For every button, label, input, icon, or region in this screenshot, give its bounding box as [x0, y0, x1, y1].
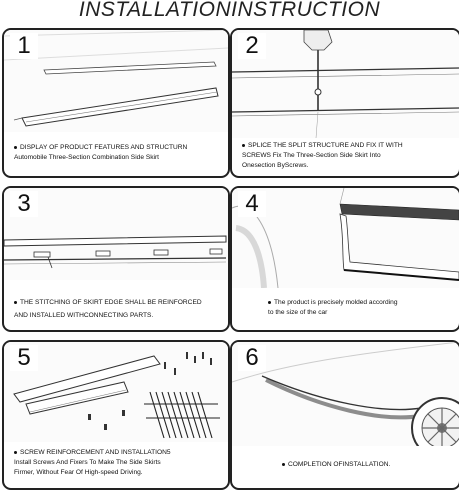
step-1-panel	[2, 28, 230, 178]
bullet-icon	[14, 146, 17, 149]
step-5-caption: SCREW REINFORCEMENT AND INSTALLATION5 Install Screws And Fixers To Make The Side Skirts Firmer, Without Fear Of High-speed Driving.	[14, 449, 171, 476]
bullet-icon	[282, 463, 285, 466]
step-3-caption: THE STITCHING OF SKIRT EDGE SHALL BE REINFORCED AND INSTALLED WITHCONNECTING PARTS.	[14, 299, 202, 319]
step-3-panel	[2, 186, 230, 332]
bullet-icon	[14, 451, 17, 454]
bullet-icon	[268, 301, 271, 304]
page-title: INSTALLATIONINSTRUCTION	[78, 0, 381, 21]
step-6-number: 6	[238, 345, 266, 371]
step-4-panel	[230, 186, 459, 332]
step-5-panel	[2, 340, 230, 490]
step-4-caption: The product is precisely molded according to the size of the car	[268, 299, 398, 316]
step-2-panel	[230, 28, 459, 178]
bullet-icon	[14, 301, 17, 304]
step-2-number: 2	[238, 33, 266, 59]
step-1-number: 1	[10, 33, 38, 59]
step-5-number: 5	[10, 345, 38, 371]
step-6-caption: COMPLETION OFINSTALLATION.	[282, 460, 451, 470]
bullet-icon	[242, 144, 245, 147]
step-1-caption: DISPLAY OF PRODUCT FEATURES AND STRUCTURN Automobile Three-Section Combination Side Skirt	[14, 144, 188, 161]
step-6-illustration	[232, 342, 459, 446]
step-4-number: 4	[238, 191, 266, 217]
step-6-panel	[230, 340, 459, 490]
step-2-illustration	[232, 30, 459, 138]
step-2-caption: SPLICE THE SPLIT STRUCTURE AND FIX IT WITH SCREWS Fix The Three-Section Side Skirt Into Onesection ByScrews.	[242, 142, 403, 169]
step-3-number: 3	[10, 191, 38, 217]
step-4-illustration	[232, 188, 459, 288]
